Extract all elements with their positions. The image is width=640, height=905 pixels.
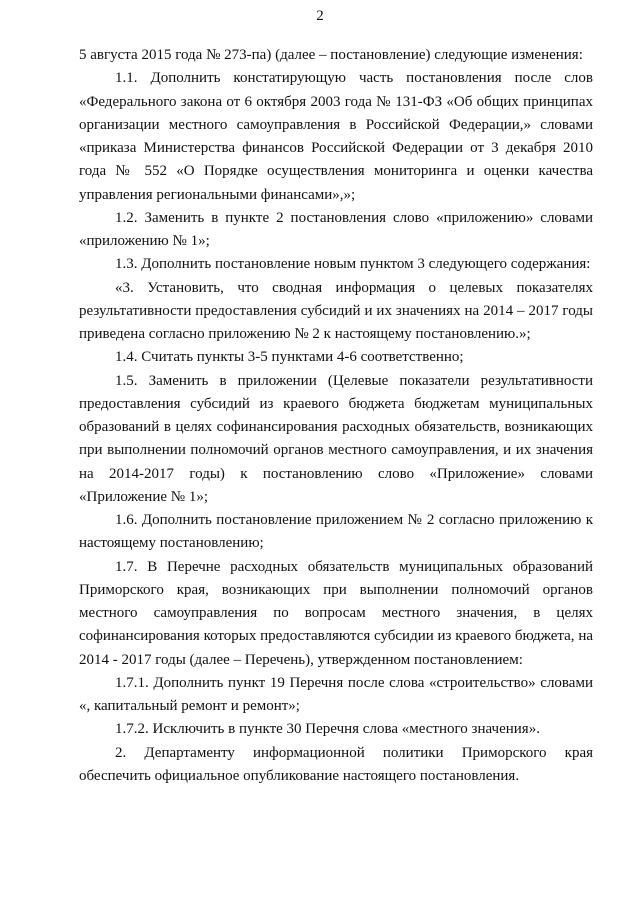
paragraph-1-4: 1.4. Считать пункты 3-5 пунктами 4-6 соответственно;: [115, 349, 464, 366]
paragraph-1-2: 1.2. Заменить в пункте 2 постановления слово «приложению» словами «приложению № 1»;: [79, 209, 593, 249]
paragraph-1-1: 1.1. Дополнить констатирующую часть постановления после слов «Федерального закона от 6 октября 2003 года № 131-ФЗ «Об общих принципах организации местного самоуправления в Российской Федерации,» словами «приказа Министерства финансов Российской Федерации от 3 декабря 2010 года № 552 «О Порядке осуществления мониторинга и оценки качества управления региональными финансами»,»;: [79, 70, 593, 203]
document-body: [79, 44, 593, 788]
paragraph-1-3: 1.3. Дополнить постановление новым пунктом 3 следующего содержания:: [115, 256, 591, 273]
page-number: 2: [316, 8, 324, 24]
paragraph-1-7: 1.7. В Перечне расходных обязательств муниципальных образований Приморского края, возникающих при выполнении полномочий органов местного самоуправления по вопросам местного значения, в целях софинансирования которых предоставляются субсидии из краевого бюджета, на 2014 - 2017 годы (далее – Перечень), утвержденном постановлением:: [79, 558, 593, 668]
paragraph-1-7-1: 1.7.1. Дополнить пункт 19 Перечня после слова «строительство» словами «, капитальный ремонт и ремонт»;: [79, 674, 593, 714]
paragraph-quote-3: «3. Установить, что сводная информация о целевых показателях результативности предоставления субсидий и их значениях на 2014 – 2017 годы приведена согласно приложению № 2 к настоящему постановлению.»;: [79, 279, 593, 342]
paragraph-2: 2. Департаменту информационной политики Приморского края обеспечить официальное опубликование настоящего постановления.: [79, 744, 593, 784]
paragraph-1-6: 1.6. Дополнить постановление приложением № 2 согласно приложению к настоящему постановлению;: [79, 512, 593, 552]
paragraph-1-7-2: 1.7.2. Исключить в пункте 30 Перечня слова «местного значения».: [115, 721, 540, 738]
paragraph-intro: 5 августа 2015 года № 273-па) (далее – постановление) следующие изменения:: [79, 47, 583, 63]
paragraph-1-5: 1.5. Заменить в приложении (Целевые показатели результативности предоставления субсидий из краевого бюджета бюджетам муниципальных образований в целях софинансирования расходных обязательств, возникающих при выполнении полномочий органов местного самоуправления, и их значения на 2014-2017 годы) к постановлению слово «Приложение» словами «Приложение № 1»;: [79, 372, 593, 505]
